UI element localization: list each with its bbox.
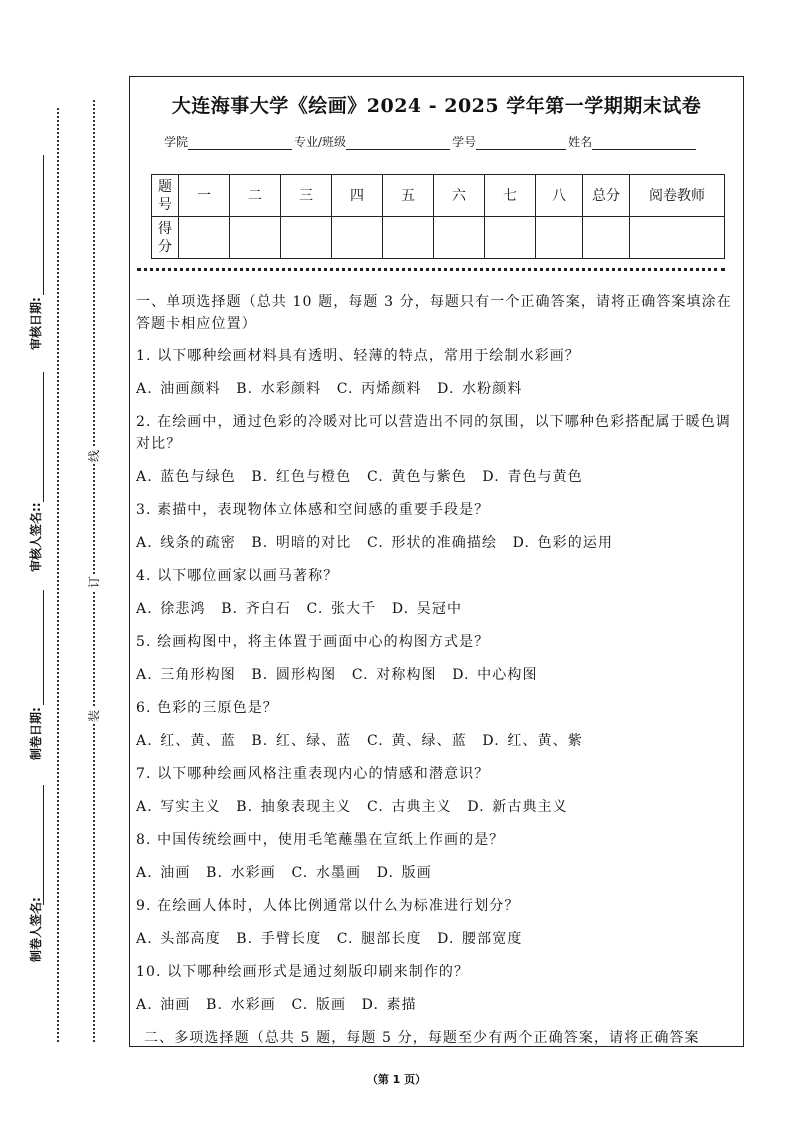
score-table-score-row (152, 217, 725, 259)
score-cell[interactable] (383, 217, 434, 259)
score-table-header-row (152, 175, 725, 217)
question-options (136, 928, 742, 950)
score-cell[interactable] (536, 217, 583, 259)
compile-date-line[interactable] (43, 590, 44, 705)
question-4 (136, 565, 742, 620)
option-b: B. 圆形构图 (251, 667, 337, 683)
score-cell[interactable] (281, 217, 332, 259)
bind-char-xian: 线 (87, 450, 101, 463)
score-cell-grader[interactable] (630, 217, 725, 259)
option-a: A. 蓝色与绿色 (136, 469, 236, 485)
option-a: A. 三角形构图 (136, 667, 236, 683)
score-cell[interactable] (434, 217, 485, 259)
header-col-6: 六 (434, 175, 485, 217)
question-text: 6. 色彩的三原色是？ (136, 700, 278, 716)
option-c: C. 黄色与紫色 (366, 469, 467, 485)
option-a: A. 线条的疏密 (136, 535, 236, 551)
college-label: 学院 (164, 135, 189, 149)
option-c: C. 形状的准确描绘 (366, 535, 498, 551)
question-text: 5. 绘画构图中，将主体置于画面中心的构图方式是？ (136, 634, 490, 650)
option-b: B. 明暗的对比 (251, 535, 352, 551)
option-a: A. 油画颜料 (136, 381, 221, 397)
question-8 (136, 829, 742, 884)
question-options (136, 730, 742, 752)
compiler-signature-line[interactable] (43, 785, 44, 905)
question-text: 9. 在绘画人体时，人体比例通常以什么为标准进行划分？ (136, 898, 520, 914)
question-3 (136, 499, 742, 554)
header-col-5: 五 (383, 175, 434, 217)
bind-char-zhuang: 装 (87, 710, 101, 723)
option-d: D. 色彩的运用 (512, 535, 614, 551)
compile-date-label: 制卷日期: (29, 707, 43, 760)
name-field[interactable] (592, 137, 696, 150)
score-row-label: 得分 (152, 217, 179, 259)
question-options (136, 994, 742, 1016)
option-d: D. 红、黄、紫 (482, 733, 583, 749)
major-class-field[interactable] (346, 137, 450, 150)
option-c: C. 腿部长度 (336, 931, 422, 947)
score-table (151, 174, 725, 259)
score-cell[interactable] (230, 217, 281, 259)
score-cell[interactable] (332, 217, 383, 259)
option-a: A. 徐悲鸿 (136, 601, 206, 617)
binding-dotted-line-outer (57, 108, 59, 1042)
option-b: B. 水彩画 (206, 865, 276, 881)
option-b: B. 手臂长度 (236, 931, 322, 947)
question-text: 8. 中国传统绘画中，使用毛笔蘸墨在宣纸上作画的是？ (136, 832, 505, 848)
question-5 (136, 631, 742, 686)
option-a: A. 油画 (136, 997, 191, 1013)
review-date-label: 审核日期: (29, 297, 43, 350)
question-10 (136, 961, 742, 1016)
name-label: 姓名 (568, 135, 593, 149)
section2-heading: 二、多项选择题（总共 5 题，每题 5 分，每题至少有两个正确答案，请将正确答案 (144, 1030, 700, 1046)
question-options (136, 862, 742, 884)
option-b: B. 齐白石 (221, 601, 291, 617)
question-2 (136, 411, 742, 488)
header-col-3: 三 (281, 175, 332, 217)
option-c: C. 水墨画 (291, 865, 362, 881)
header-question-no: 题号 (152, 175, 179, 217)
score-cell[interactable] (179, 217, 230, 259)
exam-title: 大连海事大学《绘画》2024 - 2025 学年第一学期期末试卷 (171, 95, 702, 117)
question-text: 2. 在绘画中，通过色彩的冷暖对比可以营造出不同的氛围，以下哪种色彩搭配属于暖色调对比？ (136, 414, 731, 452)
header-col-7: 七 (485, 175, 536, 217)
question-9 (136, 895, 742, 950)
question-text: 3. 素描中，表现物体立体感和空间感的重要手段是？ (136, 502, 490, 518)
option-d: D. 水粉颜料 (437, 381, 523, 397)
student-id-field[interactable] (476, 137, 566, 150)
header-col-8: 八 (536, 175, 583, 217)
compiler-signature-label: 制卷人签名: (29, 897, 43, 962)
option-d: D. 吴冠中 (391, 601, 463, 617)
option-c: C. 张大千 (306, 601, 377, 617)
option-c: C. 古典主义 (366, 799, 452, 815)
option-c: C. 丙烯颜料 (336, 381, 422, 397)
option-a: A. 红、黄、蓝 (136, 733, 236, 749)
option-d: D. 素描 (361, 997, 417, 1013)
question-7 (136, 763, 742, 818)
question-options (136, 532, 742, 554)
option-c: C. 版画 (291, 997, 347, 1013)
header-col-2: 二 (230, 175, 281, 217)
question-text: 4. 以下哪位画家以画马著称？ (136, 568, 339, 584)
question-options (136, 664, 742, 686)
option-b: B. 水彩颜料 (236, 381, 322, 397)
bind-char-ding: 订 (87, 576, 101, 589)
option-c: C. 对称构图 (351, 667, 437, 683)
score-cell-total[interactable] (583, 217, 630, 259)
header-grader: 阅卷教师 (630, 175, 725, 217)
score-cell[interactable] (485, 217, 536, 259)
option-a: A. 油画 (136, 865, 191, 881)
exam-frame (129, 76, 744, 1047)
question-text: 7. 以下哪种绘画风格注重表现内心的情感和潜意识？ (136, 766, 490, 782)
option-b: B. 水彩画 (206, 997, 276, 1013)
reviewer-signature-line[interactable] (43, 372, 44, 502)
header-col-4: 四 (332, 175, 383, 217)
option-d: D. 腰部宽度 (437, 931, 523, 947)
major-class-label: 专业/班级 (294, 135, 347, 149)
question-options (136, 466, 742, 488)
option-d: D. 新古典主义 (467, 799, 568, 815)
option-b: B. 红色与橙色 (251, 469, 352, 485)
exam-content (136, 291, 742, 1047)
question-text: 1. 以下哪种绘画材料具有透明、轻薄的特点，常用于绘制水彩画？ (136, 348, 580, 364)
option-a: A. 头部高度 (136, 931, 221, 947)
option-b: B. 抽象表现主义 (236, 799, 352, 815)
review-date-line[interactable] (43, 155, 44, 295)
question-options (136, 598, 742, 620)
dotted-separator (137, 268, 725, 271)
option-b: B. 红、绿、蓝 (251, 733, 352, 749)
header-col-1: 一 (179, 175, 230, 217)
reviewer-signature-label: 审核人签名:: (29, 502, 43, 572)
question-options (136, 796, 742, 818)
question-options (136, 378, 742, 400)
page-number: （第 1 页） (366, 1073, 427, 1086)
option-a: A. 写实主义 (136, 799, 221, 815)
college-field[interactable] (188, 137, 292, 150)
student-id-label: 学号 (452, 135, 477, 149)
binding-dotted-line-inner (93, 100, 95, 1042)
question-text: 10. 以下哪种绘画形式是通过刻版印刷来制作的？ (136, 964, 470, 980)
option-d: D. 版画 (376, 865, 432, 881)
question-6 (136, 697, 742, 752)
section1-heading: 一、单项选择题（总共 10 题，每题 3 分，每题只有一个正确答案，请将正确答案填涂在答题卡相应位置） (136, 294, 732, 332)
header-total: 总分 (583, 175, 630, 217)
option-c: C. 黄、绿、蓝 (366, 733, 467, 749)
option-d: D. 中心构图 (452, 667, 538, 683)
student-info-row (164, 133, 698, 150)
question-1 (136, 345, 742, 400)
option-d: D. 青色与黄色 (482, 469, 583, 485)
